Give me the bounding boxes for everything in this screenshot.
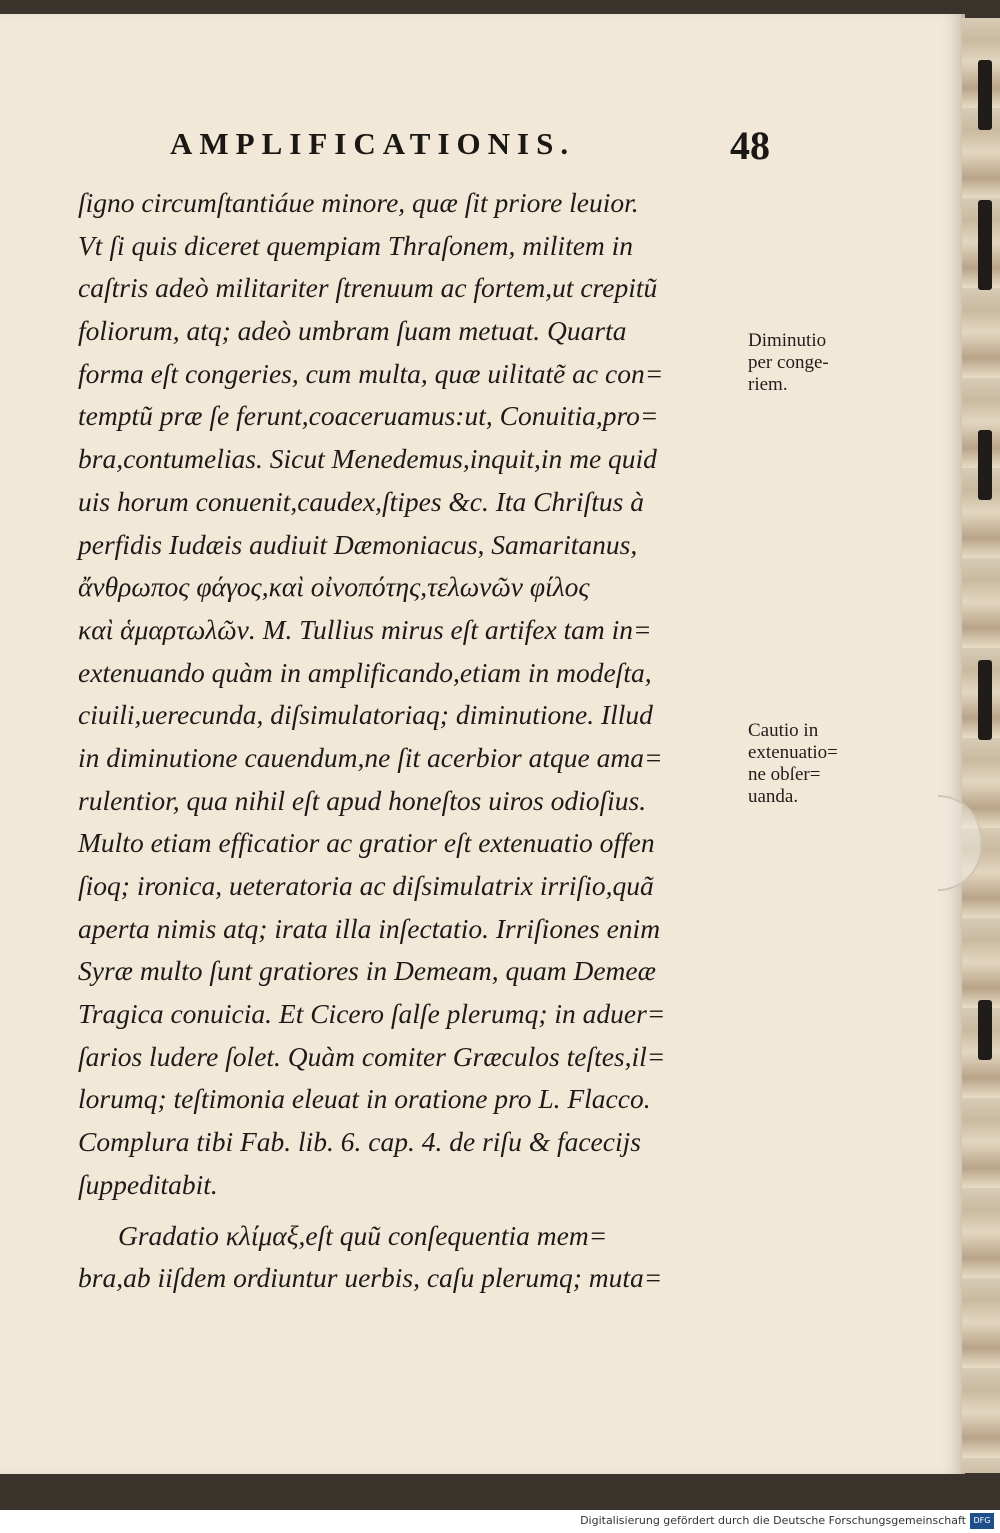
text-line: ſioq; ironica, ueteratoria ac diſsimulatrix irriſio,quã <box>78 870 654 901</box>
text-line: Syræ multo ſunt gratiores in Demeam, quam Demeæ <box>78 955 656 987</box>
text-line: Complura tibi Fab. lib. 6. cap. 4. de riſu & facecijs <box>78 1126 641 1158</box>
margin-note-line: per conge- <box>748 352 829 373</box>
text-line: perfidis Iudæis audiuit Dæmoniacus, Samaritanus, <box>78 528 638 560</box>
margin-note-line: ne obſer= <box>748 764 821 785</box>
margin-note-diminutio <box>748 330 868 396</box>
margin-note-line: riem. <box>748 374 788 395</box>
edge-ink-mark <box>978 200 992 290</box>
text-line: forma eſt congeries, cum multa, quæ uilitatẽ ac con= <box>78 357 664 389</box>
main-text <box>78 182 740 1300</box>
text-line: in diminutione cauendum,ne ſit acerbior atque ama= <box>78 741 663 773</box>
text-line: bra,contumelias. Sicut Menedemus,inquit,in me quid <box>78 443 657 475</box>
text-line: Tragica conuicia. Et Cicero ſalſe plerumq; in aduer= <box>78 998 666 1030</box>
margin-note-line: Cautio in <box>748 720 819 741</box>
margin-note-line: extenuatio= <box>748 742 838 763</box>
dfg-logo: DFG <box>970 1513 994 1529</box>
text-line: ſuppeditabit. <box>78 1168 218 1200</box>
page-number: 48 <box>730 123 770 168</box>
text-line: lorumq; teſtimonia eleuat in oratione pro L. Flacco. <box>78 1083 651 1115</box>
text-line: Vt ſi quis diceret quempiam Thraſonem, militem in <box>78 229 634 261</box>
edge-ink-mark <box>978 660 992 740</box>
text-line: aperta nimis atq; irata illa inſectatio. Irriſiones enim <box>78 912 661 944</box>
text-line: caſtris adeò militariter ſtrenuum ac fortem,ut crepitũ <box>78 272 658 304</box>
margin-note-line: uanda. <box>748 786 799 807</box>
page-header <box>170 122 790 182</box>
edge-ink-mark <box>978 430 992 500</box>
text-line: foliorum, atq; adeò umbram ſuam metuat. Quarta <box>78 315 627 347</box>
margin-note-line: Diminutio <box>748 330 827 351</box>
edge-ink-mark <box>978 1000 992 1060</box>
text-line: Multo etiam efficatior ac gratior eſt extenuatio offen <box>78 827 655 859</box>
greek-text-line: ἄνθρωπος φάγος,καὶ οἰνοπότης,τελωνῶν φίλος <box>78 571 590 603</box>
text-line: uis horum conuenit,caudex,ſtipes &c. Ita Chriſtus à <box>78 485 644 517</box>
footer-bar <box>0 1510 1000 1533</box>
footer-credit: Digitalisierung gefördert durch die Deutsche Forschungsgemeinschaft <box>580 1514 966 1527</box>
text-line: ſarios ludere ſolet. Quàm comiter Græculos teſtes,il= <box>78 1040 666 1072</box>
text-line: extenuando quàm in amplificando,etiam in modeſta, <box>78 656 652 688</box>
text-line: καὶ ἁμαρτωλῶν. M. Tullius mirus eſt artifex tam in= <box>78 613 652 645</box>
running-title: AMPLIFICATIONIS. <box>170 126 576 161</box>
paragraph-start-line: Gradatio κλίμαξ,eſt quũ conſequentia mem= <box>118 1219 608 1251</box>
text-line: bra,ab iiſdem ordiuntur uerbis, caſu plerumq; muta= <box>78 1262 663 1294</box>
text-line: ſigno circumſtantiáue minore, quæ ſit priore leuior. <box>78 187 639 218</box>
edge-ink-mark <box>978 60 992 130</box>
margin-note-cautio <box>748 720 868 808</box>
book-page <box>0 14 965 1474</box>
text-line: rulentior, qua nihil eſt apud honeſtos uiros odioſius. <box>78 784 647 816</box>
text-line: temptũ præ ſe ferunt,coaceruamus:ut, Conuitia,pro= <box>78 400 659 432</box>
text-line: ciuili,uerecunda, diſsimulatoriaq; diminutione. Illud <box>78 699 653 731</box>
